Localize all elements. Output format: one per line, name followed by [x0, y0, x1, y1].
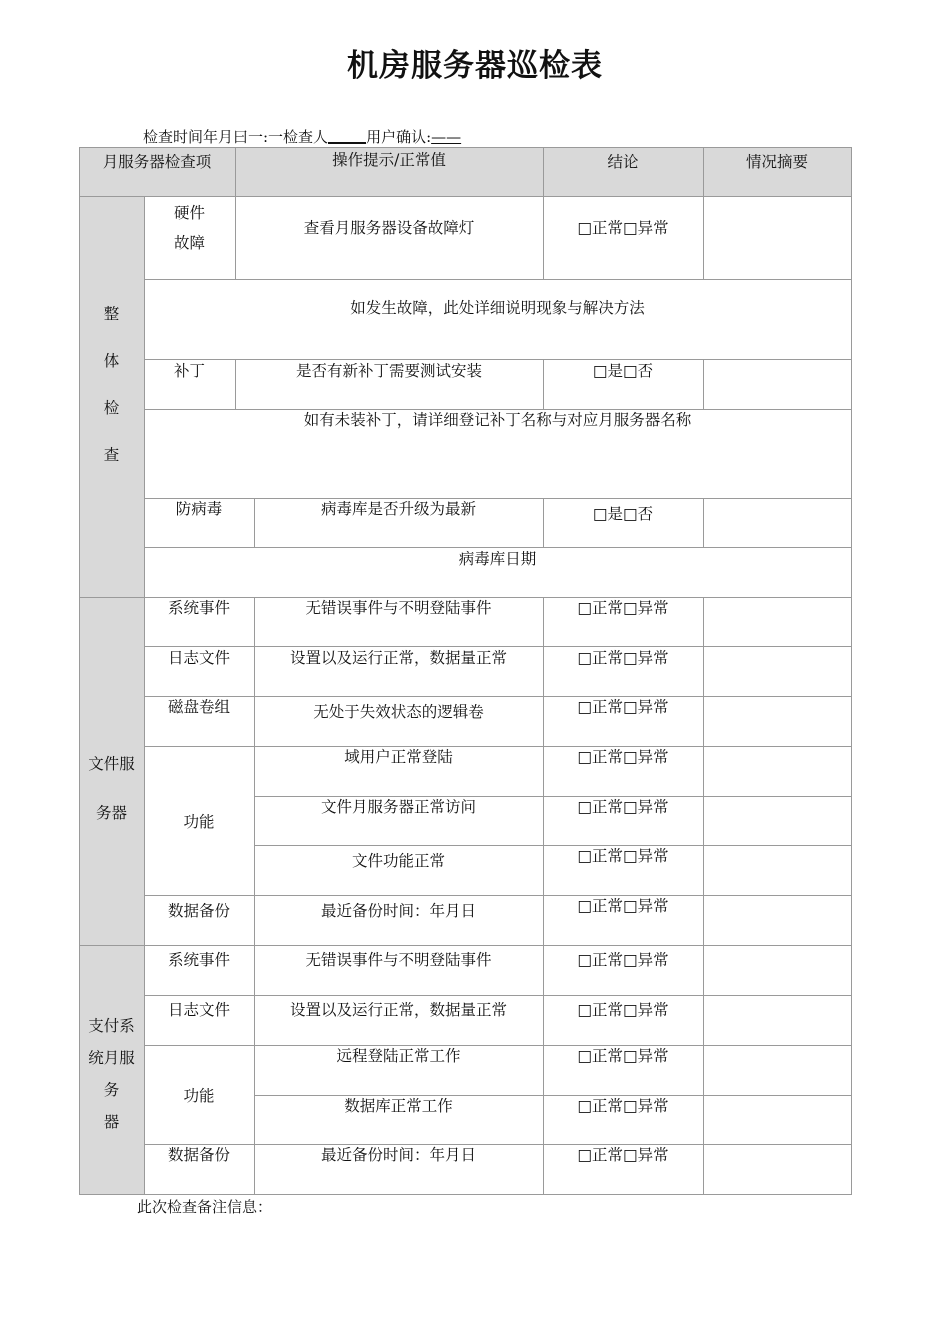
g2-function-label: 功能	[183, 813, 215, 831]
g2-hint: 设置以及运行正常，数据量正常	[289, 649, 507, 667]
group1-label-char: 查	[103, 446, 120, 464]
g3-hint: 数据库正常工作	[344, 1097, 453, 1115]
group3-label-line: 支付系	[88, 1017, 135, 1035]
g3-conclusion[interactable]: □正常□异常	[577, 1047, 669, 1065]
g2-item: 数据备份	[167, 902, 230, 920]
patch-note[interactable]: 如有未装补丁，请详细登记补丁名称与对应月服务器名称	[303, 411, 692, 429]
g3-item: 日志文件	[167, 1001, 230, 1019]
group2-label	[79, 740, 144, 838]
hardware-label-line1: 硬件	[173, 204, 205, 222]
group3-label-line: 器	[103, 1113, 120, 1131]
antivirus-summary[interactable]	[703, 499, 851, 547]
antivirus-label: 防病毒	[175, 500, 223, 518]
g2-item: 磁盘卷组	[167, 698, 230, 716]
hardware-conclusion[interactable]: □正常□异常	[577, 219, 669, 237]
g2-conclusion[interactable]: □正常□异常	[577, 599, 669, 617]
g3-function-label: 功能	[183, 1087, 215, 1105]
grid-line	[79, 1194, 852, 1195]
g3-conclusion[interactable]: □正常□异常	[577, 1097, 669, 1115]
meta-user-confirm: 用户确认:	[366, 128, 432, 146]
g2-conclusion[interactable]: □正常□异常	[577, 698, 669, 716]
antivirus-note[interactable]: 病毒库日期	[458, 550, 537, 568]
header-check-item: 月服务器检查项	[102, 153, 212, 171]
g2-conclusion[interactable]: □正常□异常	[577, 897, 669, 915]
grid-line	[703, 597, 704, 1195]
meta-line	[143, 126, 461, 147]
patch-summary[interactable]	[703, 360, 851, 409]
patch-conclusion[interactable]: □是□否	[592, 362, 654, 380]
antivirus-conclusion[interactable]: □是□否	[592, 505, 654, 523]
g2-hint: 文件功能正常	[351, 852, 445, 870]
patch-label: 补丁	[173, 362, 205, 380]
antivirus-hint: 病毒库是否升级为最新	[320, 500, 476, 518]
g2-conclusion[interactable]: □正常□异常	[577, 798, 669, 816]
g3-conclusion[interactable]: □正常□异常	[577, 1146, 669, 1164]
g2-hint: 最近备份时间：年月日	[320, 902, 476, 920]
g3-hint: 最近备份时间：年月日	[320, 1146, 476, 1164]
hardware-label	[144, 198, 235, 258]
header-operation-hint: 操作提示/正常值	[332, 151, 446, 169]
group2-label-line1: 文件服	[88, 755, 135, 773]
g3-hint: 无错误事件与不明登陆事件	[305, 951, 492, 969]
user-confirm-blank[interactable]: ——	[431, 128, 462, 146]
hardware-hint: 查看月服务器设备故障灯	[303, 219, 475, 237]
group2-label-line2: 务器	[95, 804, 127, 822]
g2-hint: 无错误事件与不明登陆事件	[305, 599, 492, 617]
group3-label	[79, 1010, 144, 1138]
header-summary: 情况摘要	[745, 153, 808, 171]
group1-label-char: 体	[103, 352, 120, 370]
g3-item: 数据备份	[167, 1146, 230, 1164]
meta-check-time-inspector: 检查时间年月曰一:一检查人	[143, 128, 329, 146]
g2-conclusion[interactable]: □正常□异常	[577, 847, 669, 865]
inspector-blank[interactable]	[328, 128, 366, 144]
header-conclusion: 结论	[607, 153, 639, 171]
g2-item: 日志文件	[167, 649, 230, 667]
g3-conclusion[interactable]: □正常□异常	[577, 1001, 669, 1019]
g2-hint: 无处于失效状态的逻辑卷	[313, 703, 484, 721]
g2-hint: 文件月服务器正常访问	[320, 798, 476, 816]
patch-hint: 是否有新补丁需要测试安装	[295, 362, 482, 380]
g2-conclusion[interactable]: □正常□异常	[577, 748, 669, 766]
page-title: 机房服务器巡检表	[347, 48, 603, 84]
hardware-note[interactable]: 如发生故障，此处详细说明现象与解决方法	[350, 299, 645, 317]
group1-label-char: 检	[103, 399, 120, 417]
grid-line	[851, 147, 852, 1195]
g3-hint: 设置以及运行正常，数据量正常	[289, 1001, 507, 1019]
hardware-label-line2: 故障	[173, 234, 205, 252]
g3-hint: 远程登陆正常工作	[336, 1047, 461, 1065]
group3-label-line: 务	[103, 1081, 120, 1099]
g3-item: 系统事件	[167, 951, 230, 969]
group1-label-char: 整	[103, 305, 120, 323]
g2-item: 系统事件	[167, 599, 230, 617]
group3-label-line: 统月服	[88, 1049, 135, 1067]
g2-hint: 域用户正常登陆	[344, 748, 453, 766]
g2-conclusion[interactable]: □正常□异常	[577, 649, 669, 667]
remarks-label: 此次检查备注信息：	[137, 1198, 273, 1216]
group1-label	[79, 290, 144, 480]
g3-conclusion[interactable]: □正常□异常	[577, 951, 669, 969]
hardware-summary[interactable]	[703, 197, 851, 279]
grid-line	[144, 279, 852, 280]
